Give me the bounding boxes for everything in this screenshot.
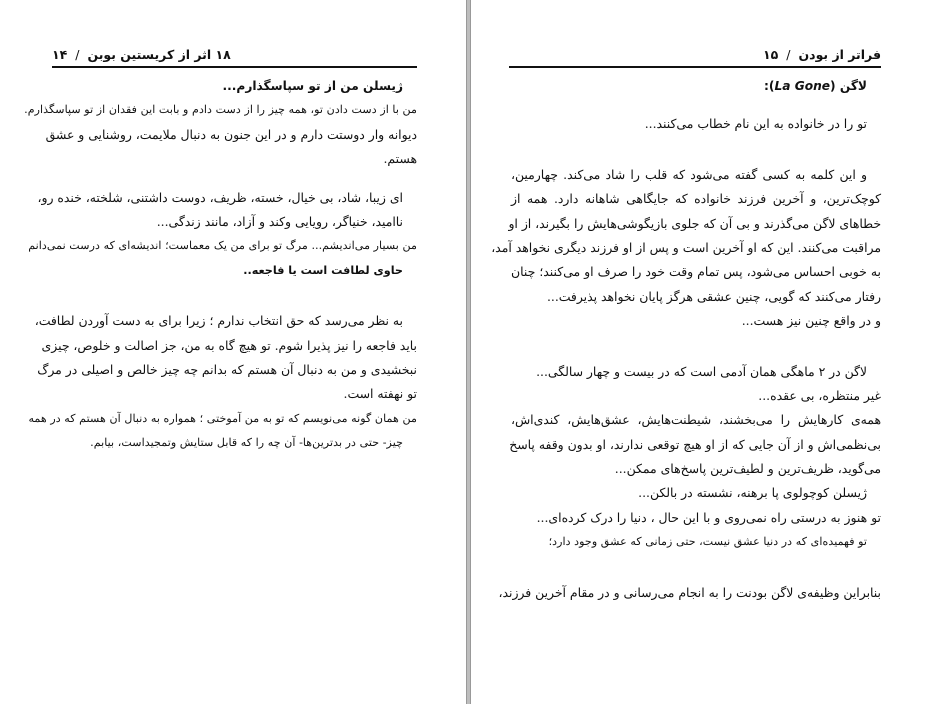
- text-line: [511, 408, 881, 432]
- line-text: ای زیبا، شاد، بی خیال، خسته، ظریف، دوست داشتنی، شلخته، خنده رو،: [37, 189, 403, 205]
- text-line: [28, 234, 417, 258]
- line-text: کوچک‌ترین، و آخرین فرزند خانواده که جایگاهی شاهانه دارد. همه از: [511, 191, 881, 207]
- text-line: [511, 187, 881, 211]
- line-text-suffix: ):: [764, 79, 775, 93]
- line-text: هستم.: [383, 151, 417, 167]
- text-line: [52, 147, 417, 171]
- line-text: رفتار می‌کنند که گویی، چنین عشقی هرگز پایان نخواهد پذیرفت...: [546, 288, 881, 304]
- header-separator: /: [786, 47, 791, 62]
- text-line: [511, 457, 881, 481]
- text-line: [52, 382, 417, 406]
- text-line: [498, 581, 881, 605]
- line-text: باید فاجعه را نیز پذیرا شوم. تو هیچ گاه به من، جز اصالت و خلوص، چیزی: [41, 337, 417, 353]
- line-text: حاوی لطافت است یا فاجعه..: [243, 263, 403, 277]
- line-text: و این کلمه به کسی گفته می‌شود که قلب را شاد می‌کند. چهارمین،: [511, 166, 867, 182]
- line-text: تو نهفته است.: [343, 386, 417, 402]
- text-line: [52, 210, 417, 234]
- line-text: ناامید، خنیاگر، رویایی وکند و آزاد، مانند زندگی...: [156, 213, 403, 229]
- line-text: دیوانه وار دوستت دارم و در این جنون به دنبال ملایمت، روشنایی و عشق: [45, 126, 417, 142]
- text-line: [45, 123, 417, 147]
- text-line: [511, 309, 881, 333]
- text-line: [52, 259, 417, 283]
- line-text: غیر منتظره، بی عقده...: [758, 387, 881, 403]
- line-text: می‌گوید، ظریف‌ترین و لطیف‌ترین پاسخ‌های ممکن...: [614, 461, 881, 477]
- page-body-text: [491, 74, 881, 605]
- text-line: [511, 506, 881, 530]
- text-line: [511, 163, 881, 187]
- text-line: [41, 334, 417, 358]
- left-page: [0, 0, 467, 704]
- line-text: من با از دست دادن تو، همه چیز را از دست دادم و بابت این فقدان از تو سپاسگذارم.: [24, 103, 417, 117]
- line-text: من بسیار می‌اندیشم... مرگ تو برای من یک معماست؛ اندیشه‌ای که درست نمی‌دانم: [28, 239, 417, 253]
- line-text: لاگن در ۲ ماهگی همان آدمی است که در بیست و چهار سالگی...: [536, 363, 867, 379]
- line-text: همه‌ی کارهایش را می‌بخشند، شیطنت‌هایش، عشق‌هایش، کندی‌اش،: [511, 412, 881, 428]
- line-text: لاگن (: [830, 79, 867, 93]
- line-text: خطاهای لاگن می‌گذرند و بی آن که جلوی بازیگوشی‌هایش را بگیرند، از او: [508, 215, 881, 231]
- text-line: [511, 384, 881, 408]
- text-line: [511, 360, 881, 384]
- text-line: [37, 358, 417, 382]
- line-text: من همان گونه می‌نویسم که تو به من آموختی ؛ همواره به دنبال آن هستم که در همه: [28, 411, 417, 425]
- text-line: [52, 431, 417, 455]
- line-text: مراقبت می‌کنند. این که او آخرین است و پس از او فرزند دیگری نخواهد آمد،: [491, 239, 881, 255]
- header-separator: /: [75, 47, 80, 62]
- text-line: [34, 309, 417, 333]
- text-line: [511, 260, 881, 284]
- text-line: [511, 285, 881, 309]
- line-text: به خوبی احساس می‌شود، پس تمام وقت خود را صرف او می‌کنند؛ چنان: [511, 264, 881, 280]
- book-title: فراتر از بودن: [798, 47, 881, 62]
- line-text: بنابراین وظیفه‌ی لاگن بودنت را به انجام می‌رسانی و در مقام آخرین فرزند،: [498, 584, 881, 600]
- line-text: ژیسلن من از تو سپاسگذارم...: [222, 79, 403, 93]
- line-text: تو را در خانواده به این نام خطاب می‌کنند...: [644, 116, 867, 132]
- page-header: [509, 44, 881, 68]
- page-number: ۱۴: [52, 47, 68, 62]
- line-text: چیز- حتی در بدترین‌ها- آن چه را که قابل ستایش وتمجیداست، بیابم.: [90, 436, 403, 450]
- line-text: تو فهمیده‌ای که در دنیا عشق نیست، حتی زمانی که عشق وجود دارد؛: [548, 535, 867, 549]
- text-line: [508, 212, 881, 236]
- line-text: و در واقع چنین نیز هست...: [741, 313, 881, 329]
- page-number: ۱۵: [763, 47, 779, 62]
- text-line: [24, 98, 417, 122]
- line-text: ژیسلن کوچولوی پا برهنه، نشسته در بالکن...: [638, 485, 867, 501]
- line-text: نبخشیدی و من به دنبال آن هستم که بدانم چه چیز خالص و اصیلی در مرگ: [37, 361, 417, 377]
- text-line: [28, 407, 417, 431]
- text-line: [511, 112, 881, 136]
- text-line: [37, 186, 417, 210]
- latin-term: La Gone: [774, 79, 831, 93]
- line-text: به نظر می‌رسد که حق انتخاب ندارم ؛ زیرا برای به دست آوردن لطافت،: [34, 313, 403, 329]
- text-line: [511, 481, 881, 505]
- right-page: [470, 0, 938, 704]
- text-line: [511, 530, 881, 554]
- book-title: ۱۸ اثر از کریستین بوبن: [87, 47, 231, 62]
- page-body-text: [24, 74, 417, 455]
- line-text: بی‌نظمی‌اش و از آن جایی که از او هیچ توقعی ندارند، او بدون وقفه پاسخ: [509, 436, 881, 452]
- text-line: [511, 74, 881, 98]
- text-line: [491, 236, 881, 260]
- text-line: [52, 74, 417, 98]
- text-line: [511, 433, 881, 457]
- line-text: تو هنوز به درستی راه نمی‌روی و با این حال ، دنیا را درک کرده‌ای...: [536, 509, 881, 525]
- page-header: [52, 44, 417, 68]
